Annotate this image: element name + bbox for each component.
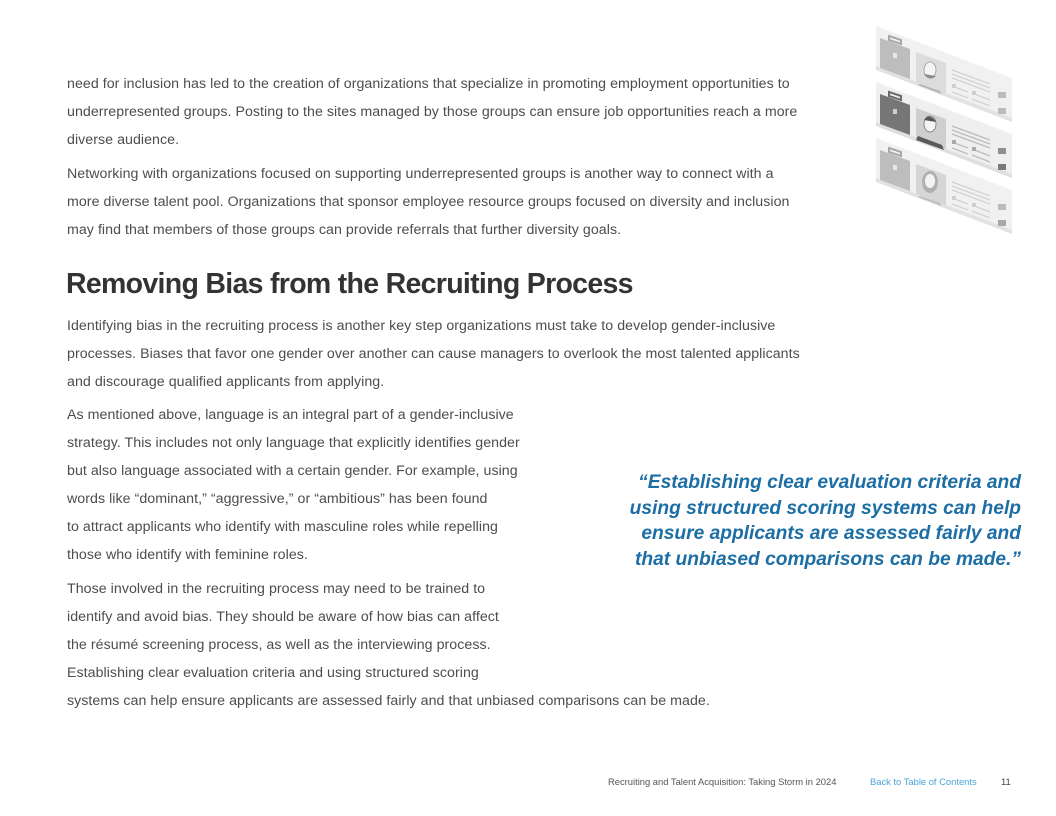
section-heading: Removing Bias from the Recruiting Process (66, 268, 633, 300)
page-footer (0, 776, 1056, 790)
paragraph-bias-training (67, 575, 710, 715)
candidate-profile-cards-illustration (872, 22, 1020, 254)
document-title: Recruiting and Talent Acquisition: Taking Storm in 2024 (608, 776, 837, 787)
text-line: more diverse talent pool. Organizations that sponsor employee resource groups focused on diversity and inclusion (67, 194, 790, 210)
page-number: 11 (1001, 776, 1011, 787)
paragraph-gendered-language (67, 401, 520, 569)
pull-quote-line: ensure applicants are assessed fairly and (641, 523, 1021, 544)
paragraph-networking (67, 160, 789, 244)
text-line: and discourage qualified applicants from applying. (67, 374, 385, 390)
text-line: Establishing clear evaluation criteria and using structured scoring (67, 665, 479, 681)
text-line: may find that members of those groups can provide referrals that further diversity goals. (67, 222, 622, 238)
text-line: identify and avoid bias. They should be aware of how bias can affect (67, 609, 499, 625)
text-line: the résumé screening process, as well as the interviewing process. (67, 637, 491, 653)
pull-quote-line: that unbiased comparisons can be made.” (635, 548, 1021, 570)
pull-quote (600, 470, 1021, 572)
back-to-toc-link[interactable]: Back to Table of Contents (870, 776, 977, 787)
text-line: to attract applicants who identify with masculine roles while repelling (67, 519, 498, 535)
text-line: strategy. This includes not only language that explicitly identifies gender (67, 435, 520, 451)
text-line: systems can help ensure applicants are assessed fairly and that unbiased comparisons can be made. (67, 693, 710, 709)
text-line: need for inclusion has led to the creation of organizations that specialize in promoting employment opportunities to (67, 76, 790, 92)
text-line: diverse audience. (67, 132, 180, 148)
text-line: Those involved in the recruiting process may need to be trained to (67, 581, 486, 597)
paragraph-identifying-bias (67, 312, 800, 396)
text-line: Networking with organizations focused on supporting underrepresented groups is another way to connect with a (67, 166, 774, 182)
text-line: words like “dominant,” “aggressive,” or “ambitious” has been found (67, 491, 488, 507)
text-line: As mentioned above, language is an integral part of a gender-inclusive (67, 407, 514, 423)
pull-quote-line: using structured scoring systems can help (629, 497, 1021, 519)
text-line: but also language associated with a certain gender. For example, using (67, 463, 518, 479)
text-line: Identifying bias in the recruiting process is another key step organizations must take to develop gender-inclusive (67, 318, 776, 334)
text-line: underrepresented groups. Posting to the sites managed by those groups can ensure job opportunities reach a more (67, 104, 798, 120)
text-line: processes. Biases that favor one gender over another can cause managers to overlook the most talented applicants (67, 346, 800, 362)
pull-quote-line: “Establishing clear evaluation criteria and (638, 472, 1021, 493)
text-line: those who identify with feminine roles. (67, 547, 308, 563)
paragraph-inclusion-organizations (67, 70, 797, 154)
